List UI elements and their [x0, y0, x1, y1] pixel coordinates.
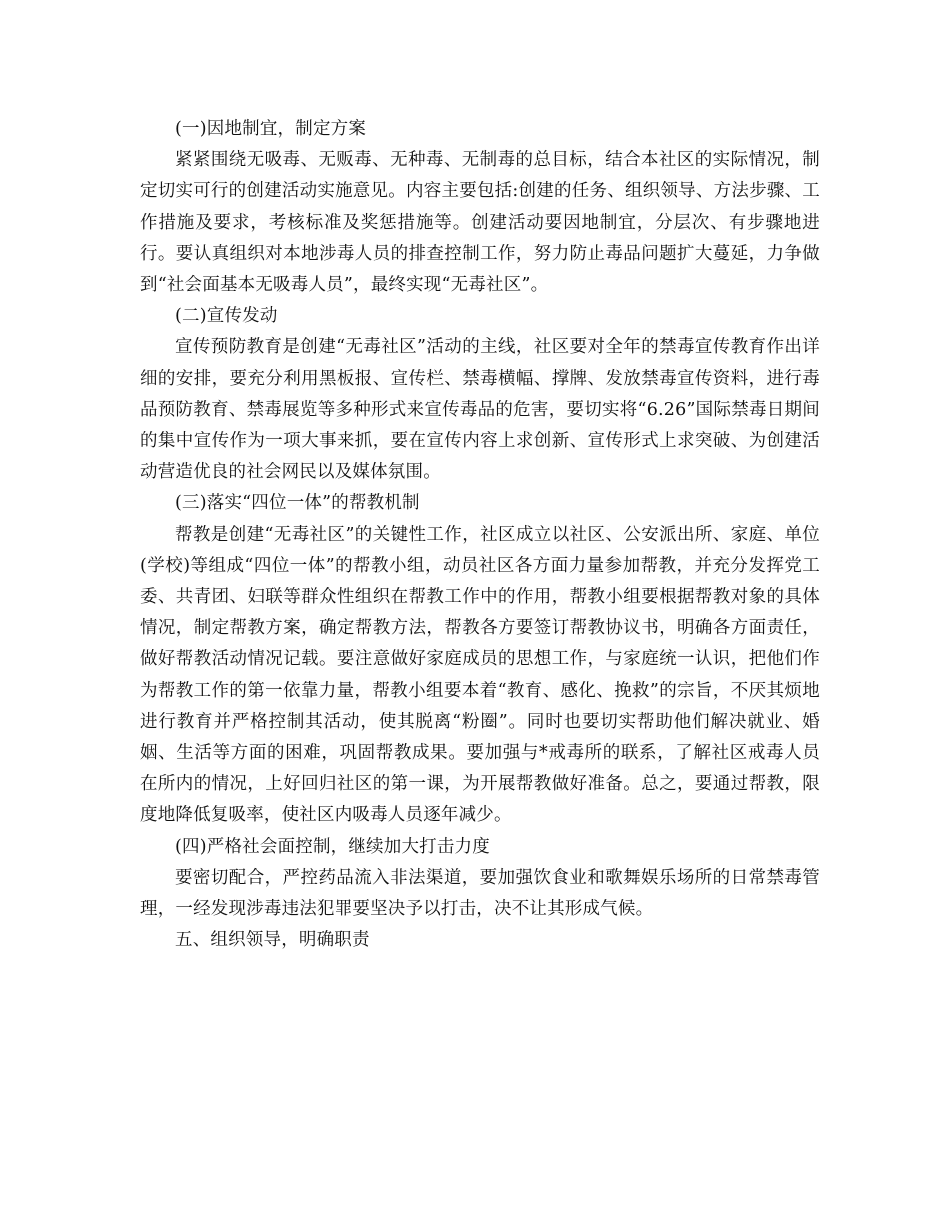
- paragraph-3: 帮教是创建“无毒社区”的关键性工作，社区成立以社区、公安派出所、家庭、单位(学校)等组成“四位一体”的帮教小组，动员社区各方面力量参加帮教，并充分发挥党工委、共青团、妇联等群众性组织在帮教工作中的作用，帮教小组要根据帮教对象的具体情况，制定帮教方案，确定帮教方法，帮教各方要签订帮教协议书，明确各方面责任，做好帮教活动情况记载。要注意做好家庭成员的思想工作，与家庭统一认识，把他们作为帮教工作的第一依靠力量，帮教小组要本着“教育、感化、挽救”的宗旨，不厌其烦地进行教育并严格控制其活动，使其脱离“粉圈”。同时也要切实帮助他们解决就业、婚姻、生活等方面的困难，巩固帮教成果。要加强与*戒毒所的联系，了解社区戒毒人员在所内的情况，上好回归社区的第一课，为开展帮教做好准备。总之，要通过帮教，限度地降低复吸率，使社区内吸毒人员逐年减少。: [140, 524, 820, 826]
- section-heading-5: 五、组织领导，明确职责: [175, 930, 370, 951]
- paragraph-4: 要密切配合，严控药品流入非法渠道，要加强饮食业和歌舞娱乐场所的日常禁毒管理，一经发现涉毒违法犯罪要坚决予以打击，决不让其形成气候。: [140, 867, 820, 920]
- paragraph-2: 宣传预防教育是创建“无毒社区”活动的主线，社区要对全年的禁毒宣传教育作出详细的安排，要充分利用黑板报、宣传栏、禁毒横幅、撑牌、发放禁毒宣传资料，进行毒品预防教育、禁毒展览等多种形式来宣传毒品的危害，要切实将“6.26”国际禁毒日期间的集中宣传作为一项大事来抓，要在宣传内容上求创新、宣传形式上求突破、为创建活动营造优良的社会网民以及媒体氛围。: [140, 337, 820, 483]
- section-heading-3: (三)落实“四位一体”的帮教机制: [175, 493, 420, 514]
- document-body: [140, 114, 820, 956]
- section-heading-2: (二)宣传发动: [175, 306, 278, 327]
- paragraph-1: 紧紧围绕无吸毒、无贩毒、无种毒、无制毒的总目标，结合本社区的实际情况，制定切实可行的创建活动实施意见。内容主要包括:创建的任务、组织领导、方法步骤、工作措施及要求，考核标准及奖惩措施等。创建活动要因地制宜，分层次、有步骤地进行。要认真组织对本地涉毒人员的排查控制工作，努力防止毒品问题扩大蔓延，力争做到“社会面基本无吸毒人员”，最终实现“无毒社区”。: [140, 150, 820, 296]
- section-heading-1: (一)因地制宜，制定方案: [175, 119, 367, 139]
- section-heading-4: (四)严格社会面控制，继续加大打击力度: [175, 836, 490, 857]
